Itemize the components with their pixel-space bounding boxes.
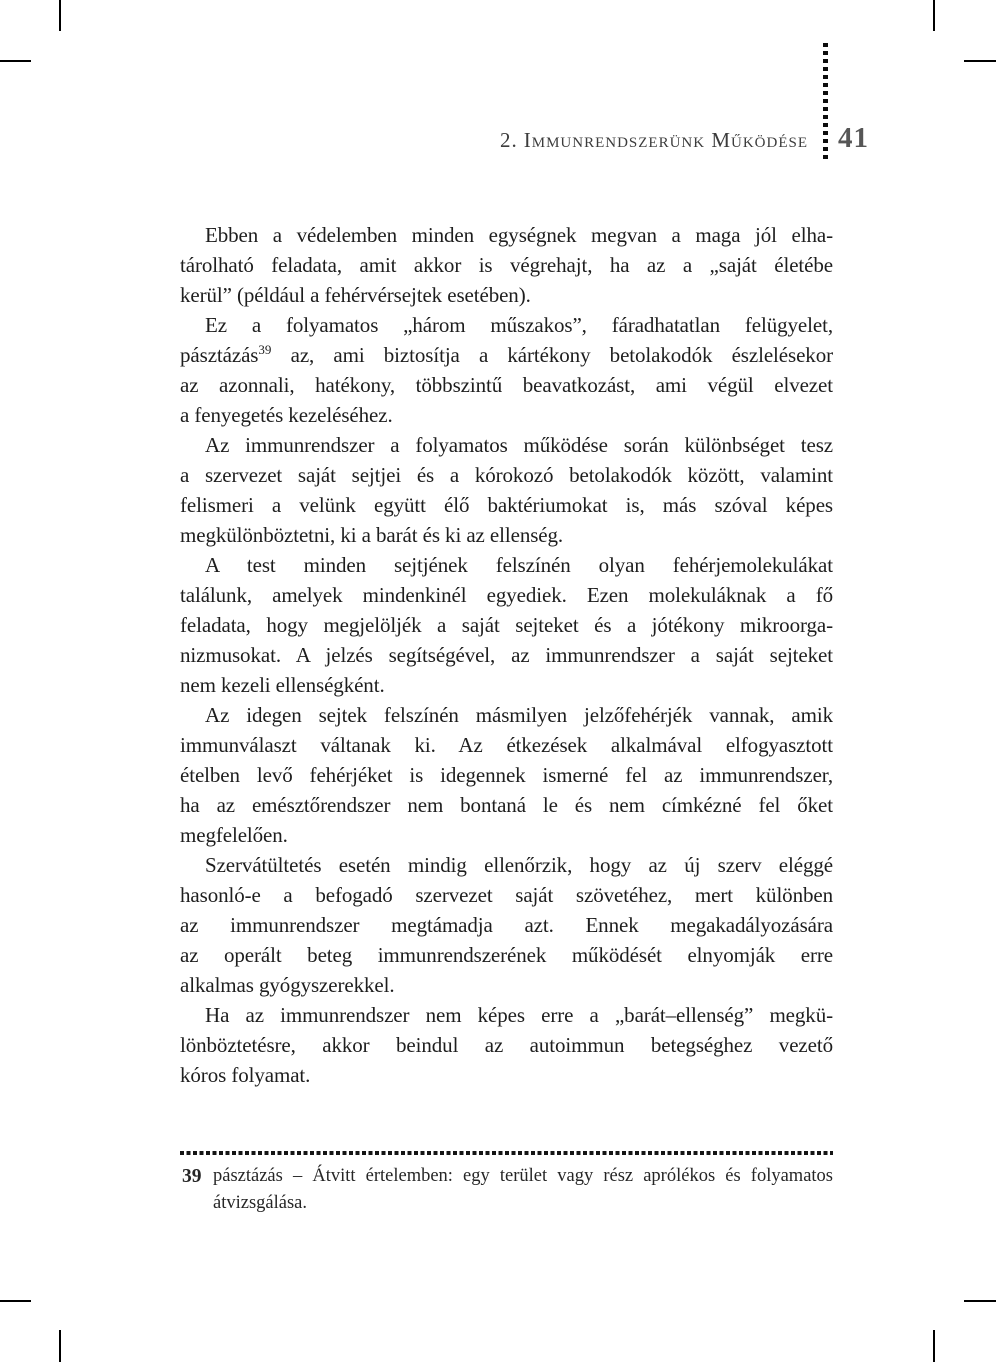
text-line: nizmusokat. A jelzés segítségével, az immunrendszer a saját sejteket — [180, 643, 833, 667]
text-line: feladata, hogy megjelöljék a saját sejteket és a jótékony mikroorga- — [180, 613, 833, 637]
text-line: lönböztetésre, akkor beindul az autoimmun betegséghez vezető — [180, 1033, 833, 1057]
text-line: nem kezeli ellenségként. — [180, 673, 385, 697]
text-line: felismeri a velünk együtt élő baktériumokat is, más szóval képes — [180, 493, 833, 517]
text-line: az azonnali, hatékony, többszintű beavatkozást, ami végül elvezet — [180, 373, 833, 397]
text-line: ha az emésztőrendszer nem bontaná le és nem címkézné fel őket — [180, 793, 833, 817]
text-segment: pásztázás — [180, 343, 259, 367]
text-line: Ebben a védelemben minden egységnek megvan a maga jól elha- — [205, 223, 833, 247]
footnote-text — [213, 1163, 833, 1217]
crop-mark-bottom-left-vertical — [59, 1330, 61, 1362]
paragraph-3 — [180, 430, 833, 550]
chapter-number: 2. — [499, 128, 518, 152]
paragraph-1 — [180, 220, 833, 310]
text-line: Szervátültetés esetén mindig ellenőrzik, hogy az új szerv eléggé — [205, 853, 833, 877]
text-line: az immunrendszer megtámadja azt. Ennek megakadályozására — [180, 913, 833, 937]
crop-mark-top-right-vertical — [933, 0, 935, 31]
paragraph-2 — [180, 310, 833, 430]
header-dashed-divider — [823, 43, 828, 163]
crop-mark-bottom-right-vertical — [933, 1330, 935, 1362]
running-head — [0, 128, 808, 153]
crop-mark-bottom-left-horizontal — [0, 1300, 31, 1302]
paragraph-5 — [180, 700, 833, 850]
crop-mark-top-left-horizontal — [0, 60, 31, 62]
body-text-block — [180, 220, 833, 1090]
paragraph-7 — [180, 1000, 833, 1090]
text-line: tárolható feladata, amit akkor is végrehajt, ha az a „saját életébe — [180, 253, 833, 277]
footnote-line: pásztázás – Átvitt értelemben: egy terület vagy rész aprólékos és folyamatos — [213, 1166, 833, 1186]
footnote-number: 39 — [182, 1166, 202, 1187]
text-line: Az idegen sejtek felszínén másmilyen jelzőfehérjék vannak, amik — [205, 703, 833, 727]
page-number: 41 — [838, 122, 869, 154]
footnote — [182, 1163, 833, 1217]
text-line — [180, 340, 833, 370]
footnote-dotted-rule — [180, 1151, 833, 1155]
text-line: megkülönböztetni, ki a barát és ki az ellenség. — [180, 523, 564, 547]
paragraph-6 — [180, 850, 833, 1000]
text-line: megfelelően. — [180, 823, 288, 847]
text-line: Ez a folyamatos „három műszakos”, fáradhatatlan felügyelet, — [205, 313, 833, 337]
text-line: alkalmas gyógyszerekkel. — [180, 973, 395, 997]
crop-mark-bottom-right-horizontal — [964, 1300, 996, 1302]
text-segment: az, ami biztosítja a kártékony betolakodók észlelésekor — [271, 343, 833, 367]
text-line: a szervezet saját sejtjei és a kórokozó betolakodók között, valamint — [180, 463, 833, 487]
text-line: a fenyegetés kezeléséhez. — [180, 403, 393, 427]
text-line: hasonló-e a befogadó szervezet saját szövetéhez, mert különben — [180, 883, 833, 907]
paragraph-4 — [180, 550, 833, 700]
text-line: ételben levő fehérjéket is idegennek ismerné fel az immunrendszer, — [180, 763, 833, 787]
chapter-title: Immunrendszerünk Működése — [523, 128, 808, 152]
text-line: az operált beteg immunrendszerének működését elnyomják erre — [180, 943, 833, 967]
text-line: Ha az immunrendszer nem képes erre a „barát–ellenség” megkü- — [205, 1003, 833, 1027]
text-line: találunk, amelyek mindenkinél egyediek. Ezen molekuláknak a fő — [180, 583, 833, 607]
footnote-line: átvizsgálása. — [213, 1193, 307, 1213]
footnote-reference-39: 39 — [258, 342, 272, 357]
text-line: kerül” (például a fehérvérsejtek esetében). — [180, 283, 531, 307]
crop-mark-top-right-horizontal — [964, 60, 996, 62]
text-line: Az immunrendszer a folyamatos működése során különbséget tesz — [205, 433, 833, 457]
text-line: kóros folyamat. — [180, 1063, 311, 1087]
crop-mark-top-left-vertical — [59, 0, 61, 31]
text-line: A test minden sejtjének felszínén olyan fehérjemolekulákat — [205, 553, 833, 577]
text-line: immunválaszt váltanak ki. Az étkezések alkalmával elfogyasztott — [180, 733, 833, 757]
